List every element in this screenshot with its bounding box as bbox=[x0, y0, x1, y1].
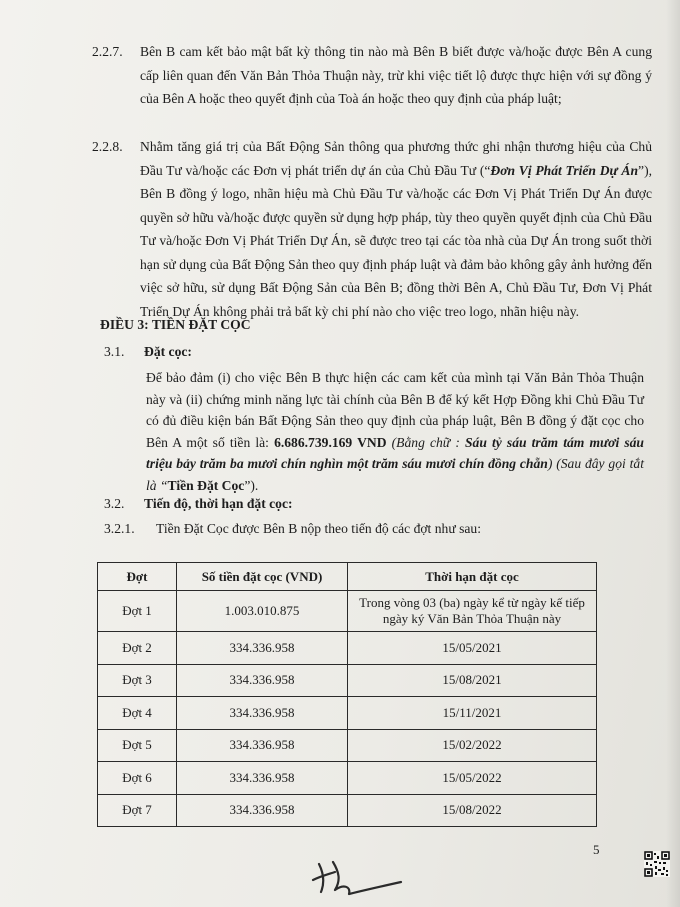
cell-installment: Đợt 4 bbox=[98, 697, 177, 730]
paragraph-text: ) (Sau đây gọi tắt là “ bbox=[146, 456, 644, 493]
cell-amount: 334.336.958 bbox=[177, 697, 348, 730]
paragraph-text: Để bảo đảm (i) cho việc Bên B thực hiện các cam kết của mình tại Văn Bản Thỏa Thuận này và (ii) chứng minh năng lực tài chính của Bên B để ký kết Hợp Đồng khi Chủ Đầu Tư có đủ điều kiện bán Bất Động Sản theo quy định của pháp luật, Bên B đồng ý đặt cọc cho Bên A một số tiền là: bbox=[146, 370, 644, 450]
cell-amount: 334.336.958 bbox=[177, 664, 348, 697]
cell-amount: 334.336.958 bbox=[177, 794, 348, 827]
deposit-amount: 6.686.739.169 VND bbox=[274, 434, 387, 450]
defined-term: Đơn Vị Phát Triển Dự Án bbox=[490, 162, 639, 178]
clause-text-part: ”), Bên B đồng ý logo, nhãn hiệu mà Chủ Đầu Tư và/hoặc các Đơn Vị Phát Triển Dự Án được quyền sở hữu và/hoặc được quyền sử dụng hợp pháp, tùy theo quyền quyết định của Chủ Đầu Tư và/hoặc Đơn Vị Phát Triển Dự Án, sẽ được treo tại các tòa nhà của Dự Án trong suốt thời hạn sử dụng của Bất Động Sản theo quy định pháp luật và đảm bảo không gây ảnh hưởng đến việc sở hữu, sử dụng Bất Động Sản của Bên B; đồng thời Bên A, Chủ Đầu Tư, Đơn Vị Phát Triển Dự Án không phải trả bất kỳ chi phí nào cho việc treo logo, nhãn hiệu này. bbox=[140, 162, 652, 319]
signature-icon bbox=[305, 850, 405, 900]
page-number: 5 bbox=[593, 842, 600, 857]
cell-amount: 334.336.958 bbox=[177, 729, 348, 762]
cell-installment: Đợt 5 bbox=[98, 729, 177, 762]
deposit-schedule-table bbox=[97, 562, 597, 827]
table-row bbox=[98, 697, 597, 730]
clause-number: 2.2.8. bbox=[92, 139, 123, 154]
defined-term: Tiền Đặt Cọc bbox=[167, 477, 245, 493]
cell-installment: Đợt 2 bbox=[98, 632, 177, 665]
clause-text bbox=[140, 135, 652, 323]
section-label: Đặt cọc: bbox=[144, 344, 192, 359]
cell-installment: Đợt 6 bbox=[98, 762, 177, 795]
clause-2-2-7 bbox=[92, 40, 652, 111]
amount-in-words: Sáu tỷ sáu trăm tám mươi sáu triệu bảy trăm ba mươi chín nghìn một trăm sáu mươi chín đồng chẵn bbox=[146, 434, 644, 471]
table-row bbox=[98, 729, 597, 762]
clause-number: 2.2.7. bbox=[92, 44, 123, 59]
cell-deadline: 15/05/2021 bbox=[348, 632, 597, 665]
header-installment: Đợt bbox=[98, 563, 177, 591]
table-row bbox=[98, 794, 597, 827]
clause-text-part: Nhằm tăng giá trị của Bất Động Sản thông qua phương thức ghi nhận thương hiệu của Chủ Đầu Tư và/hoặc các Đơn vị phát triển dự án của Chủ Đầu Tư (“ bbox=[140, 139, 652, 178]
cell-installment: Đợt 7 bbox=[98, 794, 177, 827]
table-row bbox=[98, 762, 597, 795]
cell-deadline: 15/11/2021 bbox=[348, 697, 597, 730]
section-text: Tiền Đặt Cọc được Bên B nộp theo tiến độ các đợt như sau: bbox=[156, 521, 481, 536]
cell-amount: 1.003.010.875 bbox=[177, 591, 348, 632]
header-amount: Số tiền đặt cọc (VND) bbox=[177, 563, 348, 591]
paragraph-text: ”). bbox=[244, 477, 259, 493]
section-3-2-heading bbox=[104, 496, 293, 512]
cell-installment: Đợt 1 bbox=[98, 591, 177, 632]
clause-2-2-8 bbox=[92, 135, 652, 323]
cell-amount: 334.336.958 bbox=[177, 632, 348, 665]
section-3-1-heading bbox=[104, 344, 192, 360]
section-3-2-1 bbox=[104, 521, 481, 537]
paragraph-text: (Bằng chữ : bbox=[386, 434, 465, 450]
cell-deadline: 15/08/2022 bbox=[348, 794, 597, 827]
cell-amount: 334.336.958 bbox=[177, 762, 348, 795]
header-deadline: Thời hạn đặt cọc bbox=[348, 563, 597, 591]
table-row bbox=[98, 664, 597, 697]
section-number: 3.1. bbox=[104, 344, 125, 359]
cell-deadline: 15/02/2022 bbox=[348, 729, 597, 762]
deposit-paragraph bbox=[146, 367, 644, 496]
section-label: Tiến độ, thời hạn đặt cọc: bbox=[144, 496, 293, 511]
clause-text: Bên B cam kết bảo mật bất kỳ thông tin nào mà Bên B biết được và/hoặc được Bên A cung cấp liên quan đến Văn Bản Thỏa Thuận này, trừ khi việc tiết lộ được thực hiện với sự đồng ý của Bên A hoặc theo quyết định của Toà án hoặc theo quy định của pháp luật; bbox=[140, 44, 652, 106]
table-row bbox=[98, 591, 597, 632]
section-number: 3.2. bbox=[104, 496, 125, 511]
table-row bbox=[98, 632, 597, 665]
cell-deadline: 15/05/2022 bbox=[348, 762, 597, 795]
section-number: 3.2.1. bbox=[104, 521, 135, 536]
cell-installment: Đợt 3 bbox=[98, 664, 177, 697]
table-header-row bbox=[98, 563, 597, 591]
qr-code-icon bbox=[644, 851, 670, 877]
page-edge-shadow bbox=[666, 0, 680, 907]
cell-deadline: 15/08/2021 bbox=[348, 664, 597, 697]
article-heading: ĐIỀU 3: TIỀN ĐẶT CỌC bbox=[100, 317, 251, 332]
cell-deadline: Trong vòng 03 (ba) ngày kể từ ngày kế tiếp ngày ký Văn Bản Thỏa Thuận này bbox=[348, 591, 597, 632]
